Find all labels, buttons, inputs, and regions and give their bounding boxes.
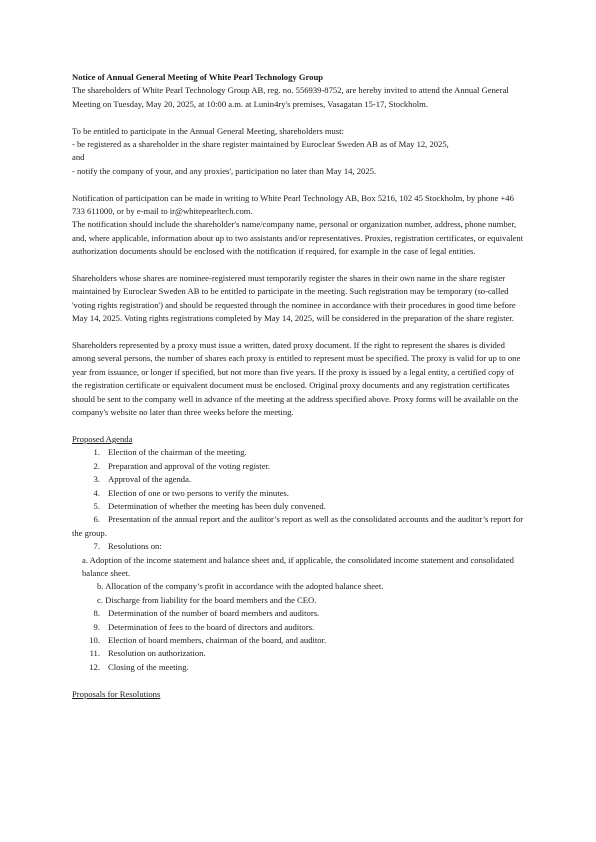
agenda-item: 10. Election of board members, chairman of the board, and auditor. [89, 634, 327, 645]
agenda-item: 7. Resolutions on: [93, 541, 162, 552]
notification-paragraph: Notification of participation can be made in writing to White Pearl Technology AB, Box 5216, 102 45 Stockholm, by phone +46 733 611000, or by e-mail to ir@whitepearltech.com. [72, 192, 514, 217]
agenda-item: 2. Preparation and approval of the voting register. [93, 460, 271, 471]
agenda-item: 3. Approval of the agenda. [93, 474, 192, 485]
agenda-subitem-c: c. Discharge from liability for the board members and the CEO. [97, 594, 317, 605]
agenda-item: 11. Resolution on authorization. [89, 648, 206, 659]
notification-content-paragraph: The notification should include the shareholder's name/company name, personal or organization number, address, phone number, and, where applicable, information about up to two assistants and/or representatives. Proxies, registration certificates, or equivalent authorization documents should be enclosed with the notification if required, for example in the case of legal entities. [72, 219, 524, 257]
entitled-item-2: - notify the company of your, and any proxies', participation no later than May 14, 2025. [72, 165, 377, 176]
entitled-and: and [72, 152, 85, 163]
proposals-heading: Proposals for Resolutions [72, 688, 161, 699]
agenda-item: 9. Determination of fees to the board of directors and auditors. [93, 621, 315, 632]
agenda-item: 1. Election of the chairman of the meeting. [93, 447, 247, 458]
agenda-item: 5. Determination of whether the meeting has been duly convened. [93, 500, 326, 511]
proxy-paragraph: Shareholders represented by a proxy must issue a written, dated proxy document. If the right to represent the shares is divided among several persons, the number of shares each proxy is entitled to represent must be specified. The proxy is valid for up to one year from issuance, or longer if specified, but not more than five years. If the proxy is issued by a legal entity, a certified copy of the registration certificate or equivalent document must be enclosed. Original proxy documents and any registration certificates should be sent to the company well in advance of the meeting at the address specified above. Proxy forms will be available on the company's website no later than three weeks before the meeting. [72, 340, 521, 418]
agenda-list [72, 446, 524, 553]
agenda-item: 4. Election of one or two persons to verify the minutes. [93, 487, 289, 498]
agenda-list-continued [72, 607, 524, 674]
entitled-item-1: - be registered as a shareholder in the share register maintained by Euroclear Sweden AB as of May 12, 2025, [72, 139, 449, 150]
agenda-heading: Proposed Agenda [72, 433, 133, 444]
intro-paragraph: The shareholders of White Pearl Technology Group AB, reg. no. 556939-8752, are hereby invited to attend the Annual General Meeting on Tuesday, May 20, 2025, at 10:00 a.m. at Lunin4ry's premises, Vasagatan 15-17, Stockholm. [72, 85, 509, 109]
agenda-item: 12. Closing of the meeting. [89, 661, 189, 672]
agenda-subitem-a: a. Adoption of the income statement and balance sheet and, if applicable, the consolidated income statement and consolidated balance sheet. [82, 554, 514, 578]
notice-title: Notice of Annual General Meeting of White Pearl Technology Group [72, 72, 324, 82]
notice-body [72, 71, 524, 701]
entitled-lead: To be entitled to participate in the Annual General Meeting, shareholders must: [72, 125, 344, 136]
nominee-paragraph: Shareholders whose shares are nominee-registered must temporarily register the shares in their own name in the share register maintained by Euroclear Sweden AB to be entitled to participate in the meeting. Such registration may be temporary (so-called 'voting rights registration') and should be requested through the nominee in accordance with their procedures in good time before May 14, 2025. Voting rights registrations completed by May 14, 2025, will be considered in the preparation of the share register. [72, 273, 516, 324]
agenda-subitem-b: b. Allocation of the company’s profit in accordance with the adopted balance sheet. [97, 581, 384, 592]
agenda-item: 6. Presentation of the annual report and the auditor’s report as well as the consolidated accounts and the auditor’s report for the group. [72, 514, 524, 538]
agenda-item: 8. Determination of the number of board members and auditors. [93, 608, 320, 619]
